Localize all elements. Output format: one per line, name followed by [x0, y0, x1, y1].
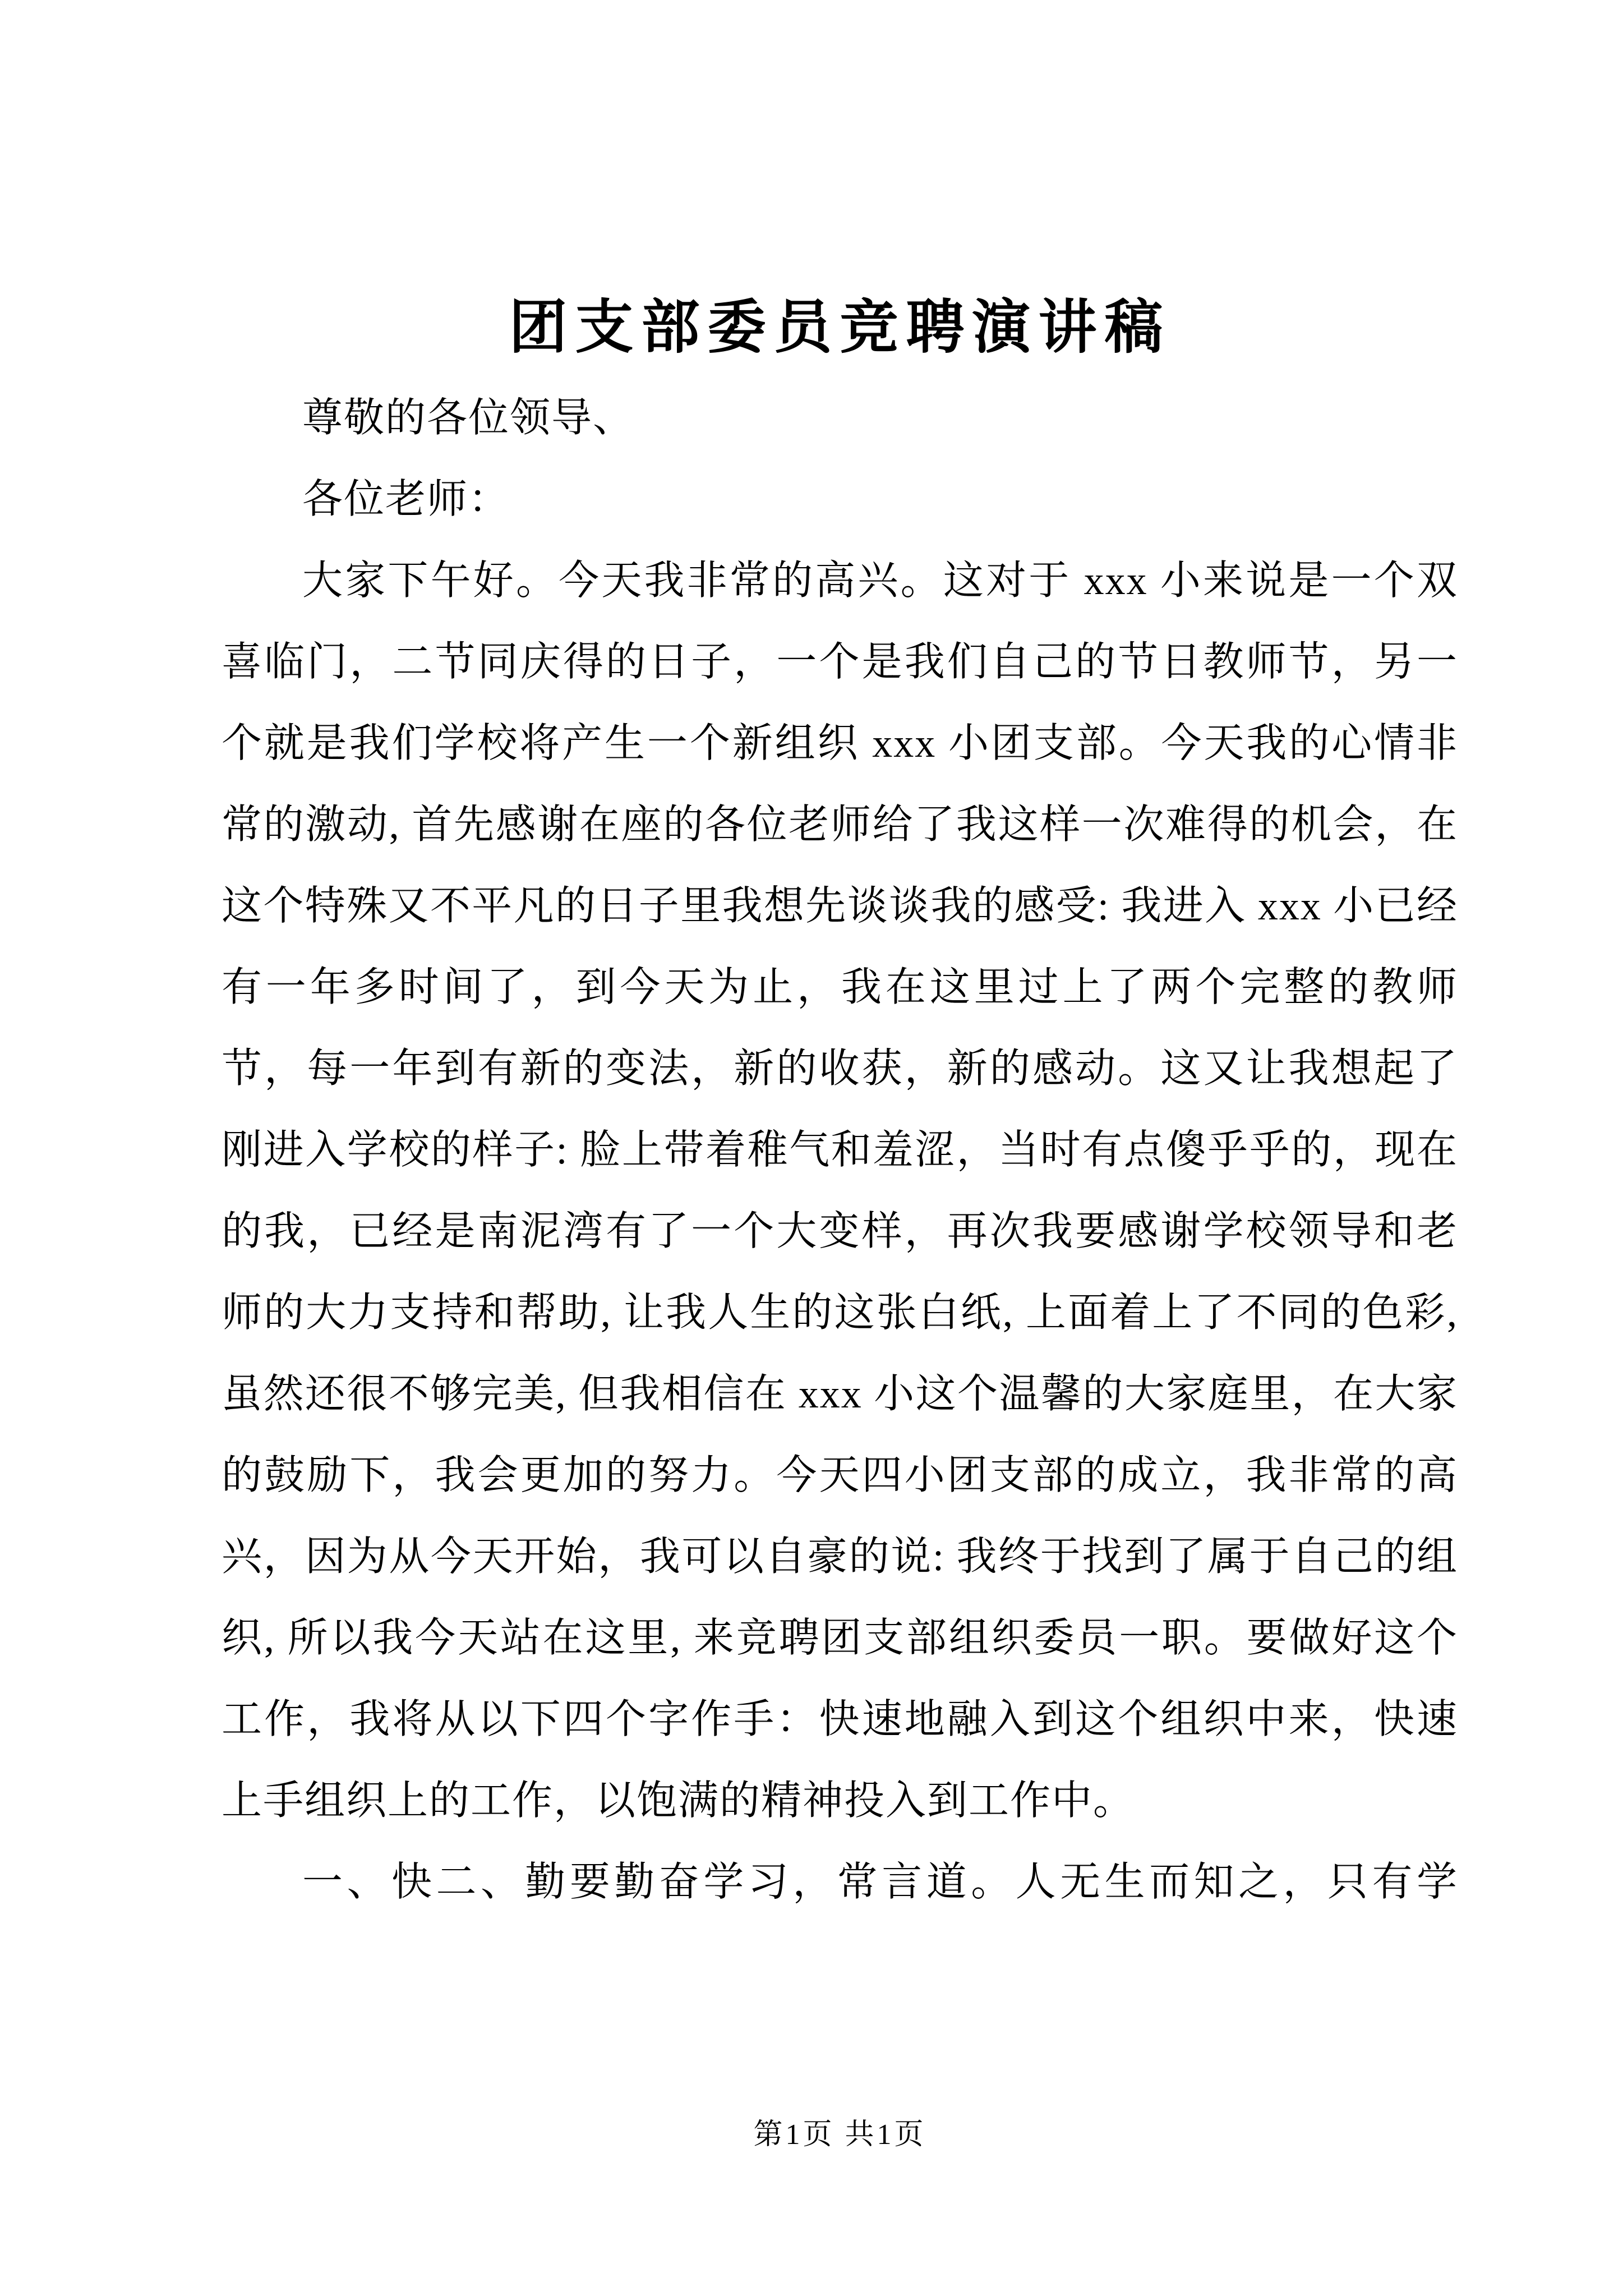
paragraph: 一、快二、勤要勤奋学习，常言道。人无生而知之，只有学: [302, 1860, 1458, 1904]
page-footer: [222, 2119, 1458, 2151]
document-body: [222, 378, 1458, 1923]
paragraph: 各位老师：: [302, 477, 510, 522]
paragraph: 大家下午好。今天我非常的高兴。这对于 xxx 小来说是一个双喜临门，二节同庆得的日子，一个是我们自己的节日教师节，另一个就是我们学校将产生一个新组织 xxx 小团支部。今天我的心情非常的激动, 首先感谢在座的各位老师给了我这样一次难得的机会，在这个特殊又不平凡的日子里我想先谈谈我的感受: 我进入 xxx 小已经有一年多时间了，到今天为止，我在这里过上了两个完整的教师节，每一年到有新的变法，新的收获，新的感动。这又让我想起了刚进入学校的样子: 脸上带着稚气和羞涩，当时有点傻乎乎的，现在的我，已经是南泥湾有了一个大变样，再次我要感谢学校领导和老师的大力支持和帮助, 让我人生的这张白纸, 上面着上了不同的色彩, 虽然还很不够完美, 但我相信在 xxx 小这个温馨的大家庭里，在大家的鼓励下，我会更加的努力。今天四小团支部的成立，我非常的高兴，因为从今天开始，我可以自豪的说: 我终于找到了属于自己的组织, 所以我今天站在这里, 来竞聘团支部组织委员一职。要做好这个工作，我将从以下四个字作手：快速地融入到这个组织中来，快速上手组织上的工作，以饱满的精神投入到工作中。: [222, 558, 1458, 1823]
document-title: 团支部委员竞聘演讲稿: [509, 296, 1171, 360]
page-number-label: 第1页 共1页: [753, 2119, 926, 2151]
paragraph: 尊敬的各位领导、: [302, 395, 635, 440]
